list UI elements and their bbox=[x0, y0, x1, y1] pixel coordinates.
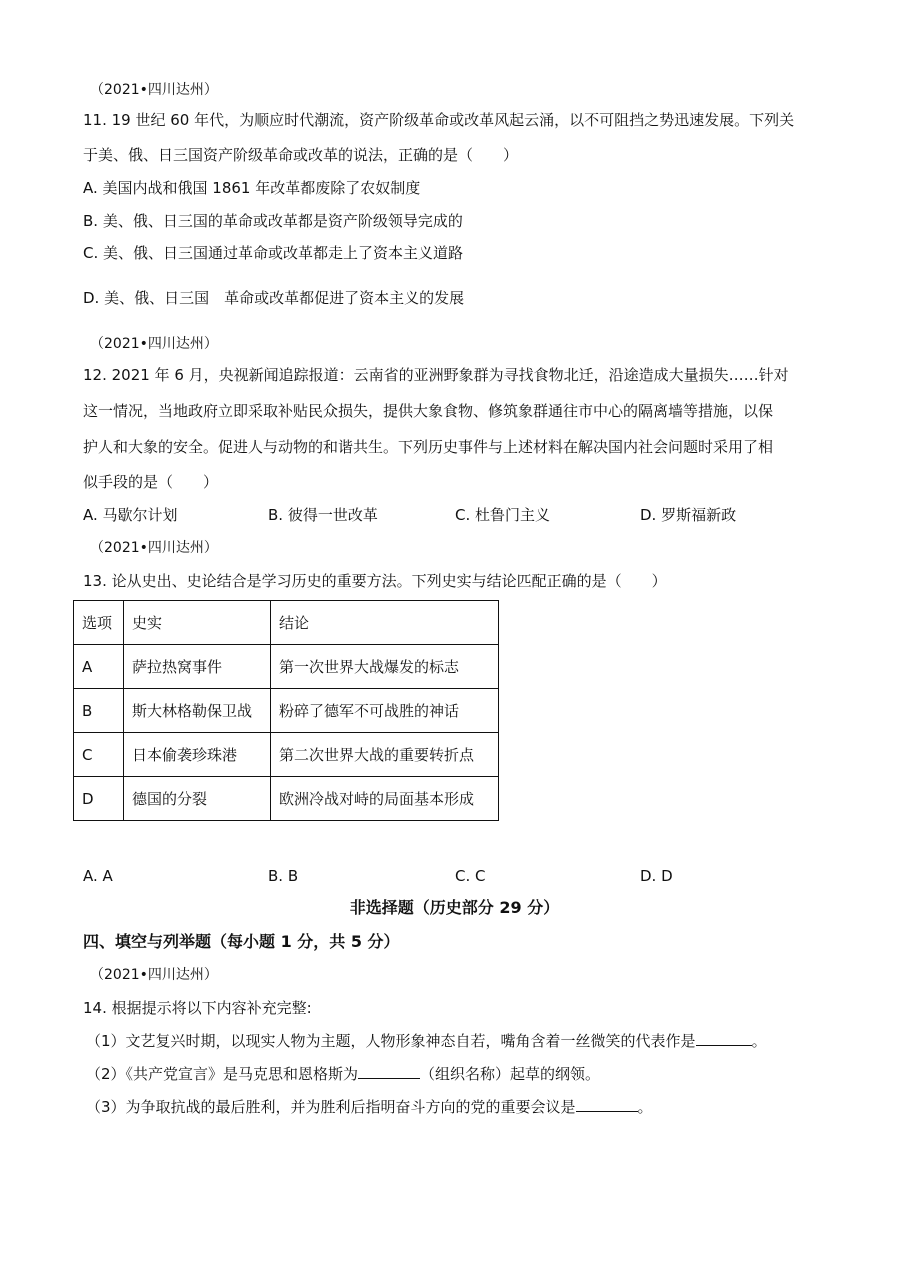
table-header-cell: 结论 bbox=[271, 601, 499, 645]
answer-blank[interactable] bbox=[696, 1031, 752, 1046]
q12-source: （2021•四川达州） bbox=[90, 336, 218, 352]
q13-history-table bbox=[73, 600, 499, 821]
q14-item-1-text: （1）文艺复兴时期，以现实人物为主题，人物形象神态自若，嘴角含着一丝微笑的代表作是 bbox=[86, 1032, 696, 1050]
q13-source: （2021•四川达州） bbox=[90, 540, 218, 556]
table-cell: 粉碎了德军不可战胜的神话 bbox=[271, 689, 499, 733]
table-row bbox=[74, 777, 499, 821]
q12-option-a: A. 马歇尔计划 bbox=[83, 506, 178, 524]
q14-item-1-after: 。 bbox=[751, 1032, 767, 1050]
q14-item-2 bbox=[86, 1064, 600, 1084]
table-cell: D bbox=[74, 777, 124, 821]
q11-option-c: C. 美、俄、日三国通过革命或改革都走上了资本主义道路 bbox=[83, 244, 464, 262]
q11-stem-line2: 于美、俄、日三国资产阶级革命或改革的说法，正确的是（ ） bbox=[83, 146, 519, 164]
q14-item-3 bbox=[86, 1097, 653, 1117]
q11-option-a: A. 美国内战和俄国 1861 年改革都废除了农奴制度 bbox=[83, 179, 421, 197]
table-cell: 德国的分裂 bbox=[124, 777, 271, 821]
table-cell: 第一次世界大战爆发的标志 bbox=[271, 645, 499, 689]
q14-item-3-after: 。 bbox=[637, 1098, 653, 1116]
table-row bbox=[74, 645, 499, 689]
q12-stem-line3: 护人和大象的安全。促进人与动物的和谐共生。下列历史事件与上述材料在解决国内社会问题时采用了相 bbox=[83, 438, 774, 456]
q11-option-d: D. 美、俄、日三国 革命或改革都促进了资本主义的发展 bbox=[83, 289, 465, 307]
q13-option-d: D. D bbox=[640, 867, 673, 885]
table-cell: 斯大林格勒保卫战 bbox=[124, 689, 271, 733]
q13-option-b: B. B bbox=[268, 867, 299, 885]
q14-source: （2021•四川达州） bbox=[90, 967, 218, 983]
q11-source: （2021•四川达州） bbox=[90, 82, 218, 98]
q12-stem-line1: 12. 2021 年 6 月，央视新闻追踪报道：云南省的亚洲野象群为寻找食物北迁，沿途造成大量损失……针对 bbox=[83, 366, 789, 384]
table-header-cell: 选项 bbox=[74, 601, 124, 645]
table-header-cell: 史实 bbox=[124, 601, 271, 645]
q14-item-2-after: （组织名称）起草的纲领。 bbox=[420, 1065, 601, 1083]
q12-stem-line4: 似手段的是（ ） bbox=[83, 473, 219, 491]
q14-item-2-text: （2）《共产党宣言》是马克思和恩格斯为 bbox=[86, 1065, 359, 1083]
table-cell: 萨拉热窝事件 bbox=[124, 645, 271, 689]
table-cell: 欧洲冷战对峙的局面基本形成 bbox=[271, 777, 499, 821]
answer-blank[interactable] bbox=[358, 1064, 420, 1079]
q14-stem: 14. 根据提示将以下内容补充完整: bbox=[83, 999, 312, 1017]
section-title: 四、填空与列举题（每小题 1 分，共 5 分） bbox=[83, 932, 400, 951]
q12-option-d: D. 罗斯福新政 bbox=[640, 506, 737, 524]
q14-item-3-text: （3）为争取抗战的最后胜利，并为胜利后指明奋斗方向的党的重要会议是 bbox=[86, 1098, 576, 1116]
table-header-row bbox=[74, 601, 499, 645]
q14-item-1 bbox=[86, 1031, 767, 1051]
q13-option-c: C. C bbox=[455, 867, 486, 885]
table-cell: 日本偷袭珍珠港 bbox=[124, 733, 271, 777]
table-cell: C bbox=[74, 733, 124, 777]
table-cell: A bbox=[74, 645, 124, 689]
part-title: 非选择题（历史部分 29 分） bbox=[349, 898, 560, 917]
q12-stem-line2: 这一情况，当地政府立即采取补贴民众损失，提供大象食物、修筑象群通往市中心的隔离墙等措施，以保 bbox=[83, 402, 774, 420]
table-row bbox=[74, 689, 499, 733]
q11-option-b: B. 美、俄、日三国的革命或改革都是资产阶级领导完成的 bbox=[83, 212, 463, 230]
q12-option-c: C. 杜鲁门主义 bbox=[455, 506, 551, 524]
q13-stem: 13. 论从史出、史论结合是学习历史的重要方法。下列史实与结论匹配正确的是（ ） bbox=[83, 572, 667, 590]
table-cell: B bbox=[74, 689, 124, 733]
table-row bbox=[74, 733, 499, 777]
q12-option-b: B. 彼得一世改革 bbox=[268, 506, 378, 524]
answer-blank[interactable] bbox=[576, 1097, 638, 1112]
q11-stem-line1: 11. 19 世纪 60 年代，为顺应时代潮流，资产阶级革命或改革风起云涌，以不可阻挡之势迅速发展。下列关 bbox=[83, 111, 795, 129]
table-cell: 第二次世界大战的重要转折点 bbox=[271, 733, 499, 777]
q13-option-a: A. A bbox=[83, 867, 113, 885]
